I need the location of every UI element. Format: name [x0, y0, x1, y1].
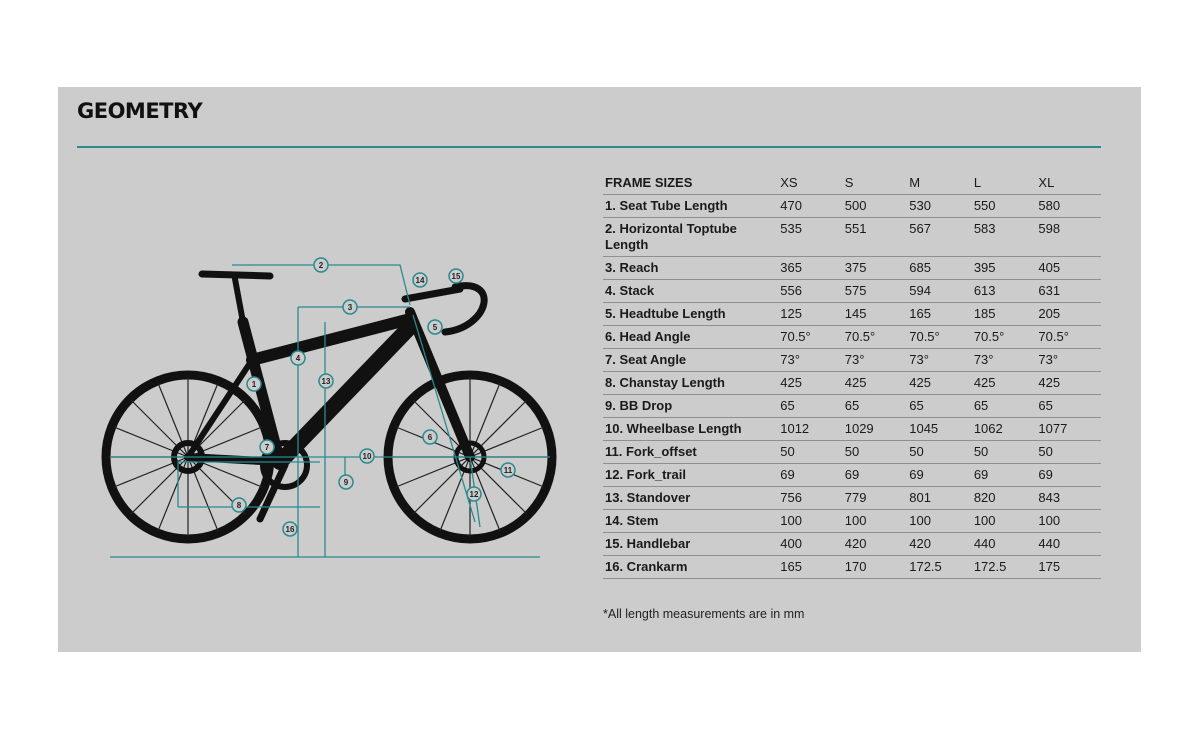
table-row [603, 195, 1101, 218]
svg-text:4: 4 [295, 354, 301, 363]
row-value: 550 [972, 195, 1037, 218]
row-value: 425 [907, 372, 972, 395]
row-value: 100 [778, 510, 843, 533]
row-value: 594 [907, 280, 972, 303]
row-value: 1012 [778, 418, 843, 441]
callout-10 [360, 449, 374, 463]
row-value: 425 [778, 372, 843, 395]
row-value: 69 [778, 464, 843, 487]
row-value: 425 [843, 372, 908, 395]
row-value: 420 [907, 533, 972, 556]
row-value: 125 [778, 303, 843, 326]
row-value: 395 [972, 257, 1037, 280]
row-label: 16. Crankarm [603, 556, 778, 579]
svg-text:7: 7 [264, 443, 270, 452]
row-value: 1077 [1036, 418, 1101, 441]
section-title: GEOMETRY [77, 99, 203, 123]
row-value: 175 [1036, 556, 1101, 579]
row-value: 756 [778, 487, 843, 510]
svg-text:2: 2 [318, 261, 324, 270]
row-value: 65 [907, 395, 972, 418]
row-value: 172.5 [972, 556, 1037, 579]
bike-geometry-diagram [80, 257, 580, 567]
svg-text:8: 8 [236, 501, 242, 510]
row-value: 65 [843, 395, 908, 418]
row-value: 440 [1036, 533, 1101, 556]
geometry-table [603, 172, 1101, 579]
table-row [603, 303, 1101, 326]
row-label: 6. Head Angle [603, 326, 778, 349]
table-row [603, 487, 1101, 510]
row-label: 15. Handlebar [603, 533, 778, 556]
row-value: 69 [843, 464, 908, 487]
row-value: 73° [907, 349, 972, 372]
row-value: 567 [907, 218, 972, 257]
svg-text:13: 13 [321, 377, 331, 386]
row-label: 8. Chanstay Length [603, 372, 778, 395]
geometry-panel [58, 87, 1141, 652]
row-value: 70.5° [972, 326, 1037, 349]
svg-text:10: 10 [362, 452, 372, 461]
row-label: 12. Fork_trail [603, 464, 778, 487]
callout-4 [291, 351, 305, 365]
row-label: 13. Standover [603, 487, 778, 510]
svg-text:11: 11 [503, 466, 513, 475]
row-label: 4. Stack [603, 280, 778, 303]
callout-14 [413, 273, 427, 287]
callout-15 [449, 269, 463, 283]
row-value: 50 [778, 441, 843, 464]
row-value: 365 [778, 257, 843, 280]
row-value: 631 [1036, 280, 1101, 303]
table-header-row [603, 172, 1101, 195]
row-value: 500 [843, 195, 908, 218]
row-value: 69 [972, 464, 1037, 487]
row-value: 1029 [843, 418, 908, 441]
header-size-l: L [972, 172, 1037, 195]
row-value: 100 [972, 510, 1037, 533]
table-row [603, 349, 1101, 372]
callout-16 [283, 522, 297, 536]
callout-12 [467, 487, 481, 501]
header-size-s: S [843, 172, 908, 195]
row-value: 70.5° [907, 326, 972, 349]
table-row [603, 280, 1101, 303]
table-row [603, 372, 1101, 395]
row-value: 70.5° [1036, 326, 1101, 349]
header-size-xl: XL [1036, 172, 1101, 195]
row-value: 1045 [907, 418, 972, 441]
row-value: 73° [972, 349, 1037, 372]
svg-text:6: 6 [427, 433, 433, 442]
row-value: 69 [1036, 464, 1101, 487]
table-row [603, 533, 1101, 556]
row-value: 100 [843, 510, 908, 533]
row-value: 170 [843, 556, 908, 579]
row-value: 779 [843, 487, 908, 510]
row-value: 165 [907, 303, 972, 326]
svg-text:3: 3 [347, 303, 353, 312]
row-value: 556 [778, 280, 843, 303]
svg-text:1: 1 [251, 380, 257, 389]
row-value: 65 [1036, 395, 1101, 418]
row-value: 843 [1036, 487, 1101, 510]
table-row [603, 510, 1101, 533]
row-label: 11. Fork_offset [603, 441, 778, 464]
svg-text:9: 9 [343, 478, 349, 487]
row-value: 205 [1036, 303, 1101, 326]
row-value: 425 [1036, 372, 1101, 395]
row-value: 65 [778, 395, 843, 418]
row-value: 172.5 [907, 556, 972, 579]
row-label: 14. Stem [603, 510, 778, 533]
row-value: 551 [843, 218, 908, 257]
table-row [603, 257, 1101, 280]
table-row [603, 418, 1101, 441]
table-row [603, 218, 1101, 257]
row-value: 440 [972, 533, 1037, 556]
row-value: 820 [972, 487, 1037, 510]
callout-2 [314, 258, 328, 272]
callout-6 [423, 430, 437, 444]
row-label: 5. Headtube Length [603, 303, 778, 326]
row-value: 50 [972, 441, 1037, 464]
svg-text:12: 12 [469, 490, 479, 499]
row-value: 185 [972, 303, 1037, 326]
row-label: 10. Wheelbase Length [603, 418, 778, 441]
svg-text:5: 5 [432, 323, 438, 332]
row-value: 420 [843, 533, 908, 556]
row-value: 530 [907, 195, 972, 218]
row-label: 9. BB Drop [603, 395, 778, 418]
row-value: 535 [778, 218, 843, 257]
row-label: 7. Seat Angle [603, 349, 778, 372]
svg-text:15: 15 [451, 272, 461, 281]
row-value: 73° [1036, 349, 1101, 372]
row-value: 165 [778, 556, 843, 579]
table-row [603, 395, 1101, 418]
svg-text:14: 14 [415, 276, 425, 285]
row-value: 50 [907, 441, 972, 464]
callout-5 [428, 320, 442, 334]
row-value: 65 [972, 395, 1037, 418]
row-value: 69 [907, 464, 972, 487]
row-value: 580 [1036, 195, 1101, 218]
row-label: 3. Reach [603, 257, 778, 280]
callout-13 [319, 374, 333, 388]
row-value: 801 [907, 487, 972, 510]
table-row [603, 441, 1101, 464]
callout-7 [260, 440, 274, 454]
row-value: 685 [907, 257, 972, 280]
row-value: 375 [843, 257, 908, 280]
row-value: 583 [972, 218, 1037, 257]
table-row [603, 556, 1101, 579]
row-value: 100 [907, 510, 972, 533]
callout-11 [501, 463, 515, 477]
row-value: 70.5° [843, 326, 908, 349]
header-size-xs: XS [778, 172, 843, 195]
row-value: 425 [972, 372, 1037, 395]
measurement-note: *All length measurements are in mm [603, 607, 805, 621]
row-value: 50 [1036, 441, 1101, 464]
table-row [603, 464, 1101, 487]
callout-8 [232, 498, 246, 512]
header-size-m: M [907, 172, 972, 195]
row-value: 73° [778, 349, 843, 372]
row-value: 400 [778, 533, 843, 556]
callout-1 [247, 377, 261, 391]
title-divider [77, 146, 1101, 148]
header-frame-sizes: FRAME SIZES [603, 172, 778, 195]
row-value: 73° [843, 349, 908, 372]
table-row [603, 326, 1101, 349]
row-value: 613 [972, 280, 1037, 303]
row-label: 2. Horizontal Toptube Length [603, 218, 778, 257]
callout-9 [339, 475, 353, 489]
row-value: 100 [1036, 510, 1101, 533]
row-value: 575 [843, 280, 908, 303]
row-value: 598 [1036, 218, 1101, 257]
svg-text:16: 16 [285, 525, 295, 534]
row-value: 1062 [972, 418, 1037, 441]
row-value: 405 [1036, 257, 1101, 280]
callout-3 [343, 300, 357, 314]
row-label: 1. Seat Tube Length [603, 195, 778, 218]
row-value: 145 [843, 303, 908, 326]
row-value: 50 [843, 441, 908, 464]
row-value: 70.5° [778, 326, 843, 349]
row-value: 470 [778, 195, 843, 218]
